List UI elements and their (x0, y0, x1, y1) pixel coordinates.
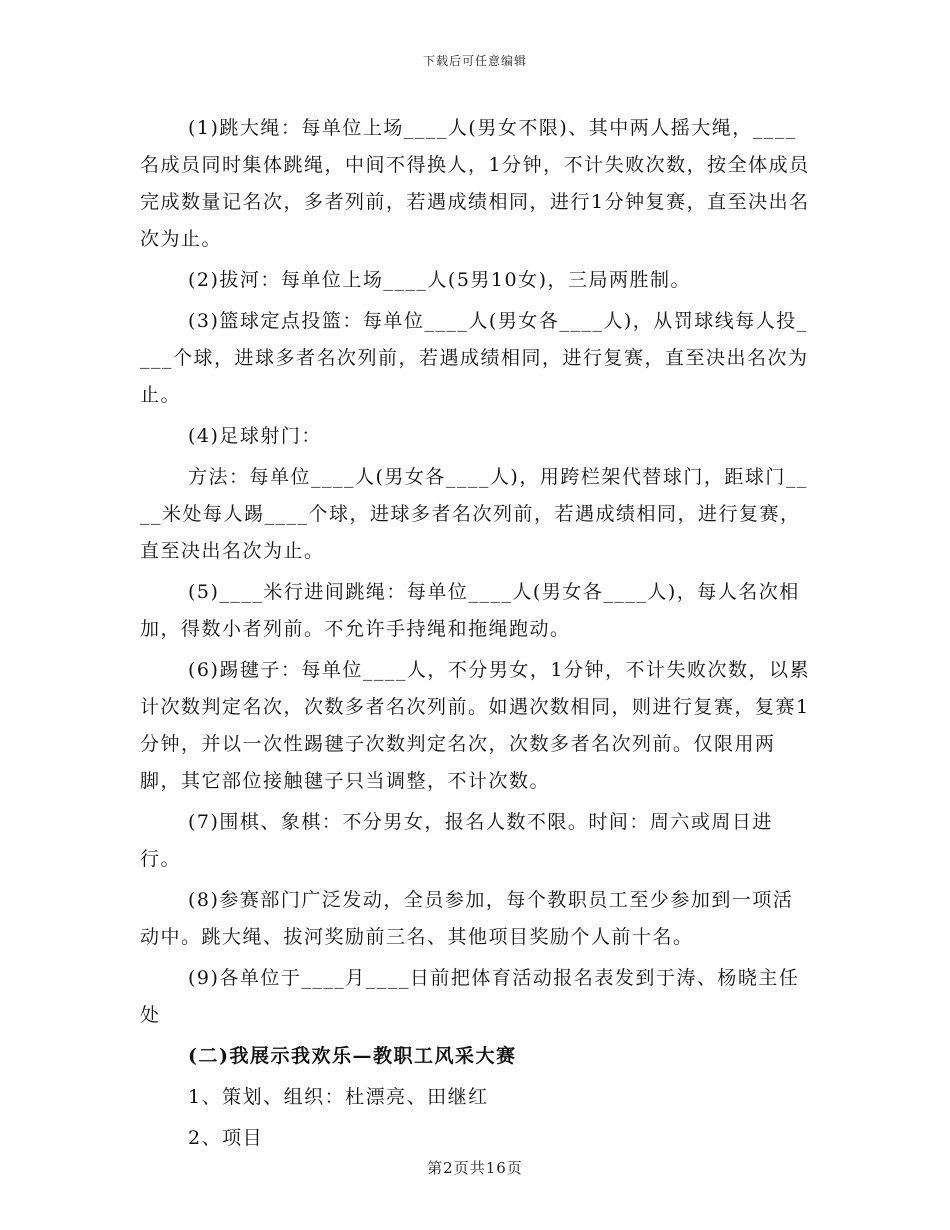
paragraph-organizers: 1、策划、组织：杜漂亮、田继红 (188, 1086, 489, 1108)
paragraph-rope-jumping: (1)跳大绳：每单位上场____人(男女不限)、其中两人摇大绳，____名成员同时集体跳绳，中间不得换人，1分钟，不计失败次数，按全体成员完成数量记名次，多者列前，若遇成绩相同，进行1分钟复赛，直至决出名次为止。 (140, 117, 810, 250)
paragraph-registration: (9)各单位于____月____日前把体育活动报名表发到于涛、杨晓主任处 (140, 967, 800, 1026)
page-number: 第2页共16页 (427, 1159, 523, 1177)
paragraph-basketball-shooting: (3)篮球定点投篮：每单位____人(男女各____人)，从罚球线每人投____个球，进球多者名次列前，若遇成绩相同，进行复赛，直至决出名次为止。 (140, 310, 809, 406)
paragraph-participation: (8)参赛部门广泛发动，全员参加，每个教职员工至少参加到一项活动中。跳大绳、拔河奖励前三名、其他项目奖励个人前十名。 (140, 889, 794, 948)
header-note: 下载后可任意编辑 (422, 54, 527, 68)
paragraph-tug-of-war: (2)拔河：每单位上场____人(5男10女)，三局两胜制。 (188, 269, 692, 291)
paragraph-chess: (7)围棋、象棋：不分男女，报名人数不限。时间：周六或周日进行。 (140, 811, 773, 870)
paragraph-items: 2、项目 (188, 1127, 264, 1149)
document-body (140, 110, 810, 1157)
paragraph-running-rope: (5)____米行进间跳绳：每单位____人(男女各____人)，每人名次相加，得数小者列前。不允许手持绳和拖绳跑动。 (140, 581, 800, 640)
paragraph-football-heading: (4)足球射门： (188, 425, 322, 447)
paragraph-football-method: 方法：每单位____人(男女各____人)，用跨栏架代替球门，距球门____米处每人踢____个球，进球多者名次列前，若遇成绩相同，进行复赛，直至决出名次为止。 (140, 466, 808, 562)
paragraph-shuttlecock: (6)踢毽子：每单位____人，不分男女，1分钟，不计失败次数，以累计次数判定名次，次数多者名次列前。如遇次数相同，则进行复赛，复赛1分钟，并以一次性踢毽子次数判定名次，次数多者名次列前。仅限用两脚，其它部位接触毽子只当调整，不计次数。 (140, 659, 811, 792)
section-heading: (二)我展示我欢乐—教职工风采大赛 (188, 1045, 517, 1067)
